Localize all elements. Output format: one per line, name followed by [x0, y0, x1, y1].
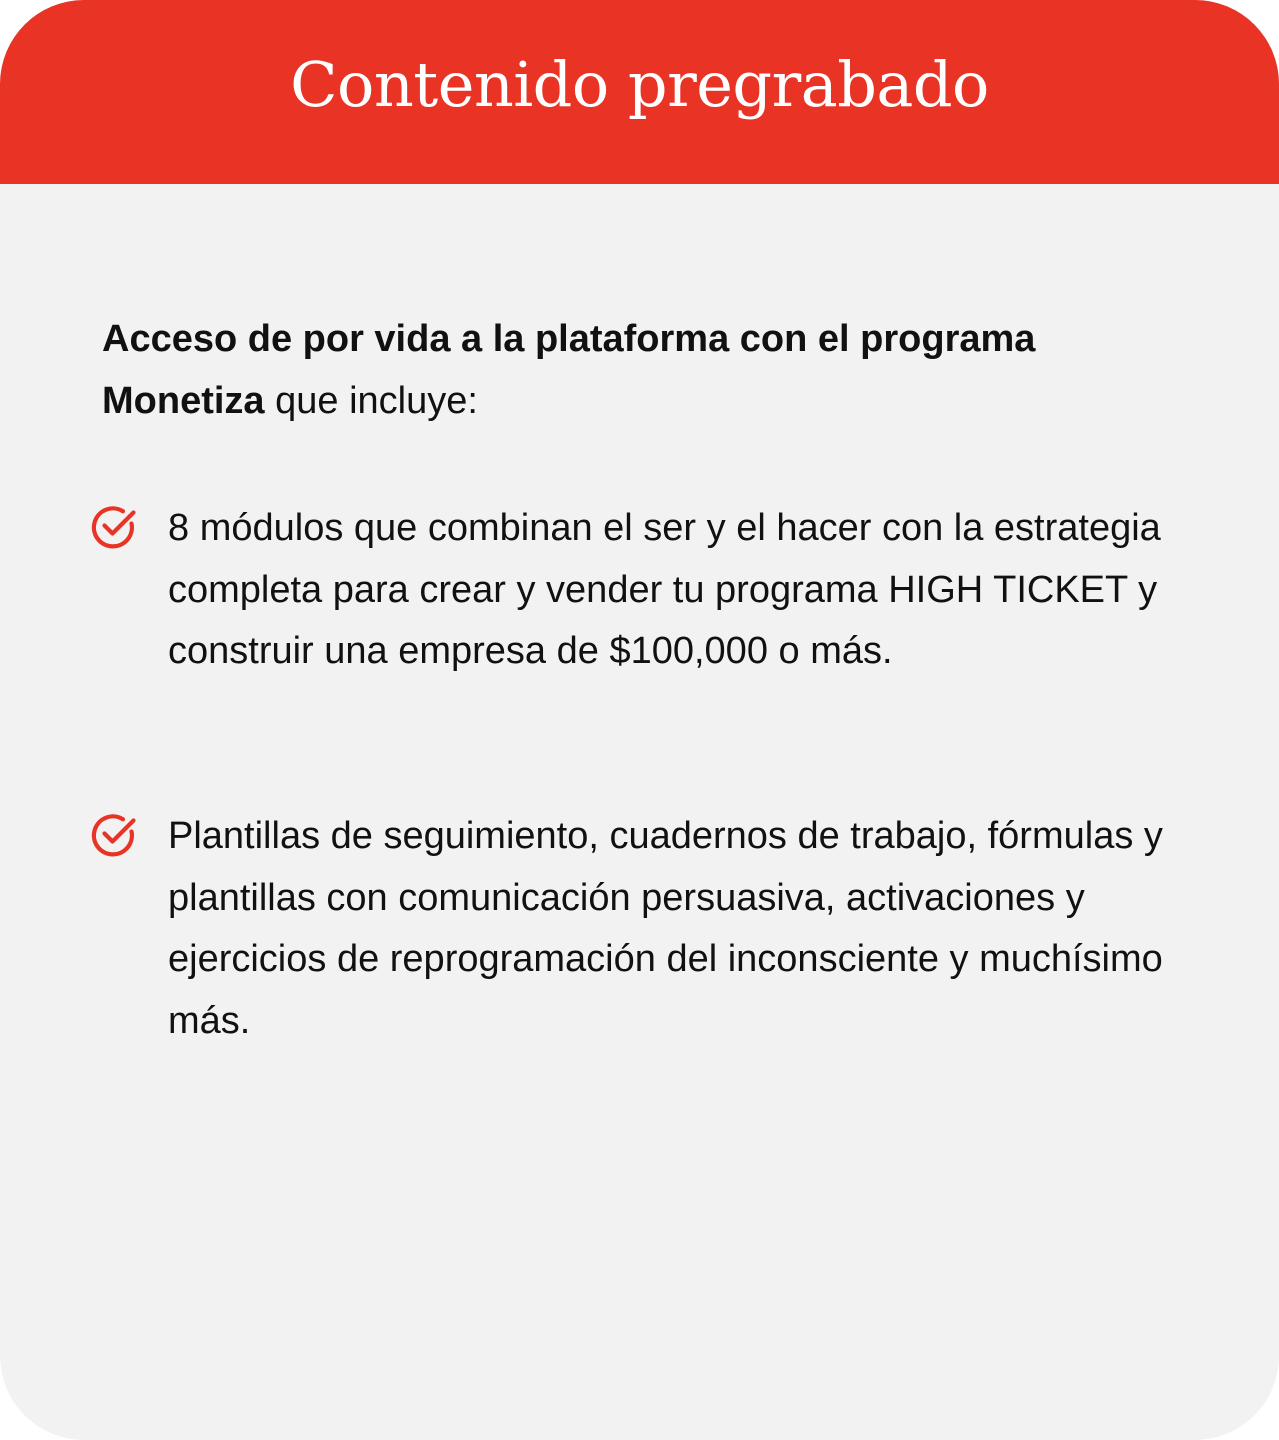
check-circle-icon — [90, 811, 138, 859]
check-circle-icon — [90, 503, 138, 551]
intro-bold-text: Acceso de por vida a la plataforma con el programa Monetiza — [102, 318, 1036, 422]
card-title: Contenido pregrabado — [290, 47, 989, 121]
intro-paragraph — [102, 308, 1182, 432]
benefit-text: Plantillas de seguimiento, cuadernos de trabajo, fórmulas y plantillas con comunicación persuasiva, activaciones y ejercicios de reprogramación del inconsciente y muchísimo más. — [168, 815, 1163, 1042]
card-header — [0, 0, 1279, 184]
benefit-text: 8 módulos que combinan el ser y el hacer con la estrategia completa para crear y vender tu programa HIGH TICKET y construir una empresa de $100,000 o más. — [168, 507, 1161, 672]
intro-regular-text: que incluye: — [264, 380, 478, 422]
